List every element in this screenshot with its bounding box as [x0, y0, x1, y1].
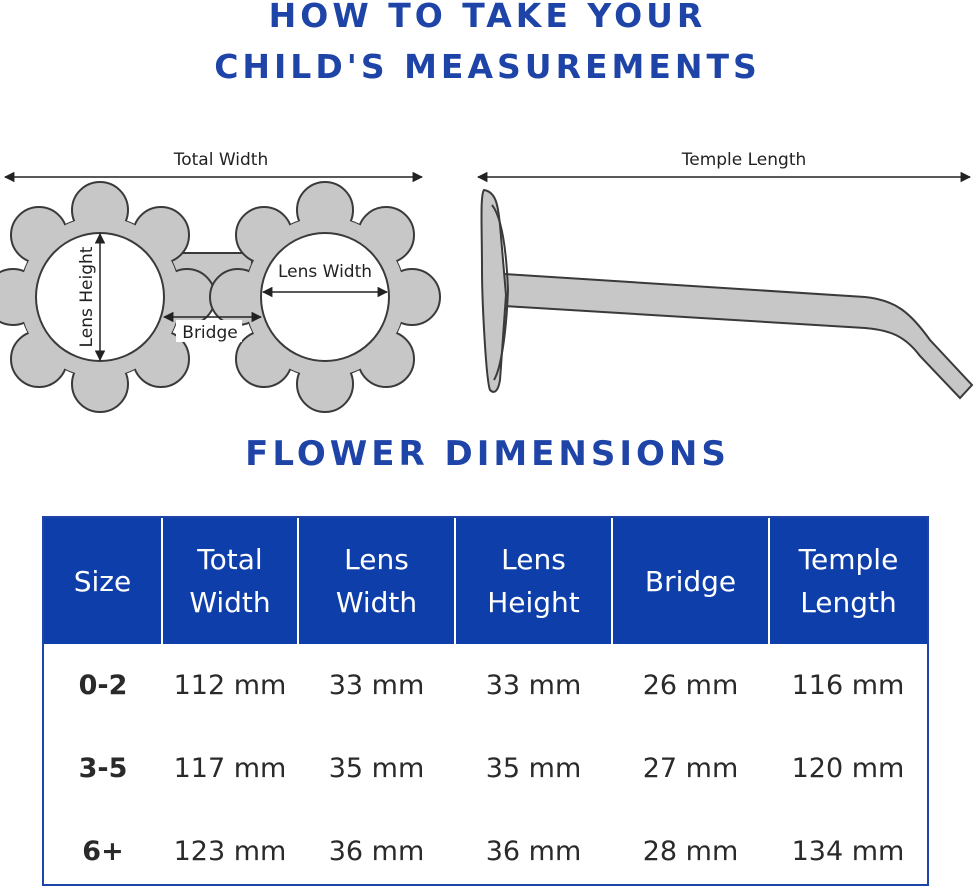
table-cell: 112 mm [173, 670, 287, 701]
dimensions-table [44, 518, 927, 893]
page-title-line-1: HOW TO TAKE YOUR [268, 0, 707, 35]
column-header-text: Temple [798, 543, 899, 576]
column-header [298, 518, 455, 644]
column-header-text: Height [487, 586, 580, 619]
measurement-diagram [0, 0, 975, 430]
temple-length-label: Temple Length [681, 150, 807, 170]
table-cell: 117 mm [173, 753, 287, 784]
column-header-text: Size [73, 564, 132, 598]
table-row [44, 644, 927, 727]
column-header-text: Total [197, 543, 263, 576]
bridge-label: Bridge [182, 323, 238, 343]
size-cell: 0-2 [78, 670, 128, 701]
table-cell: 35 mm [328, 753, 425, 784]
table-cell: 120 mm [791, 753, 905, 784]
column-header-text: Bridge [644, 564, 737, 598]
table-cell: 28 mm [642, 836, 739, 867]
dimensions-table-container [42, 516, 929, 886]
section-title: FLOWER DIMENSIONS [245, 434, 730, 474]
size-cell: 3-5 [78, 753, 128, 784]
table-body [44, 644, 927, 893]
table-row [44, 727, 927, 810]
table-cell: 36 mm [328, 836, 425, 867]
column-header [769, 518, 927, 644]
table-cell: 116 mm [791, 670, 905, 701]
size-cell: 6+ [82, 836, 124, 867]
total-width-label: Total Width [173, 150, 269, 170]
lens-width-label: Lens Width [277, 262, 373, 282]
table-cell: 26 mm [642, 670, 739, 701]
column-header [612, 518, 769, 644]
table-cell: 27 mm [642, 753, 739, 784]
temple-arm [504, 274, 972, 398]
column-header [162, 518, 298, 644]
column-header-text: Length [800, 586, 897, 619]
column-header [44, 518, 162, 644]
column-header-text: Width [335, 586, 418, 619]
table-cell: 36 mm [485, 836, 582, 867]
right-lens [261, 233, 389, 361]
table-cell: 134 mm [791, 836, 905, 867]
column-header-text: Lens [344, 543, 409, 576]
table-cell: 33 mm [485, 670, 582, 701]
column-header-text: Width [189, 586, 271, 619]
table-row [44, 810, 927, 893]
table-cell: 35 mm [485, 753, 582, 784]
page-title-line-2: CHILD'S MEASUREMENTS [214, 47, 761, 86]
column-header-text: Lens [501, 543, 566, 576]
frame-edge [482, 190, 507, 392]
table-header-row [44, 518, 927, 644]
table-cell: 33 mm [328, 670, 425, 701]
lens-height-label: Lens Height [77, 246, 97, 348]
table-cell: 123 mm [173, 836, 287, 867]
side-view-glasses [482, 190, 973, 398]
column-header [455, 518, 612, 644]
